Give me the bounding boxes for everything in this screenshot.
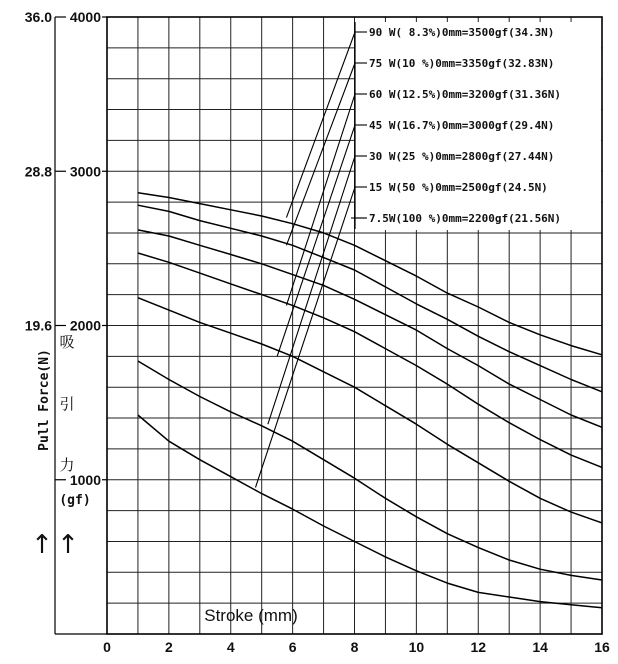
x-tick-label: 16	[594, 639, 610, 655]
legend-entry: 90 W( 8.3%)0mm=3500gf(34.3N)	[369, 26, 555, 39]
x-tick-label: 8	[350, 639, 359, 655]
y-axis-cjk-char-3: 力	[59, 456, 75, 474]
legend-entry: 7.5W(100 %)0mm=2200gf(21.56N)	[369, 212, 562, 225]
series-line-4	[138, 253, 602, 467]
series-line-7	[138, 415, 602, 608]
up-arrow-icon: ↑	[31, 530, 53, 560]
legend-entry: 75 W(10 %)0mm=3350gf(32.83N)	[369, 57, 555, 70]
y-axis-title: Pull Force(N)	[37, 349, 52, 451]
legend-leader-line	[256, 187, 356, 487]
x-axis-title: Stroke (mm)	[204, 606, 298, 625]
series-lines	[138, 193, 602, 608]
legend-entry: 15 W(50 %)0mm=2500gf(24.5N)	[369, 181, 548, 194]
x-tick-label: 12	[470, 639, 487, 655]
legend-leader-lines	[256, 32, 356, 487]
legend-leader-line	[268, 156, 355, 424]
x-tick-label: 2	[164, 639, 173, 655]
legend-entry: 45 W(16.7%)0mm=3000gf(29.4N)	[369, 119, 555, 132]
series-line-6	[138, 361, 602, 580]
legend-entry: 30 W(25 %)0mm=2800gf(27.44N)	[369, 150, 555, 163]
y-tick-label: 1000	[69, 471, 101, 488]
y-axis-cjk-char-1: 吸	[59, 333, 75, 351]
x-tick-label: 10	[408, 639, 425, 655]
y-axis-cjk-char-2: 引	[59, 395, 75, 413]
up-arrow-icon-2: ↑	[57, 530, 79, 560]
y-tick-label-newton: 36.0	[24, 9, 52, 25]
y-tick-label-newton: 19.6	[24, 317, 52, 334]
x-tick-label: 6	[288, 639, 297, 655]
y-tick-label: 2000	[69, 317, 101, 334]
x-tick-label: 0	[103, 639, 111, 655]
x-tick-label: 4	[226, 639, 235, 655]
series-line-3	[138, 230, 602, 427]
y-axis-unit: (gf)	[59, 493, 91, 508]
y-tick-label-newton: 28.8	[24, 163, 52, 180]
legend-entry: 60 W(12.5%)0mm=3200gf(31.36N)	[369, 88, 562, 101]
x-tick-label: 14	[532, 639, 548, 655]
y-tick-label: 3000	[69, 163, 101, 180]
y-tick-label: 4000	[69, 9, 101, 25]
